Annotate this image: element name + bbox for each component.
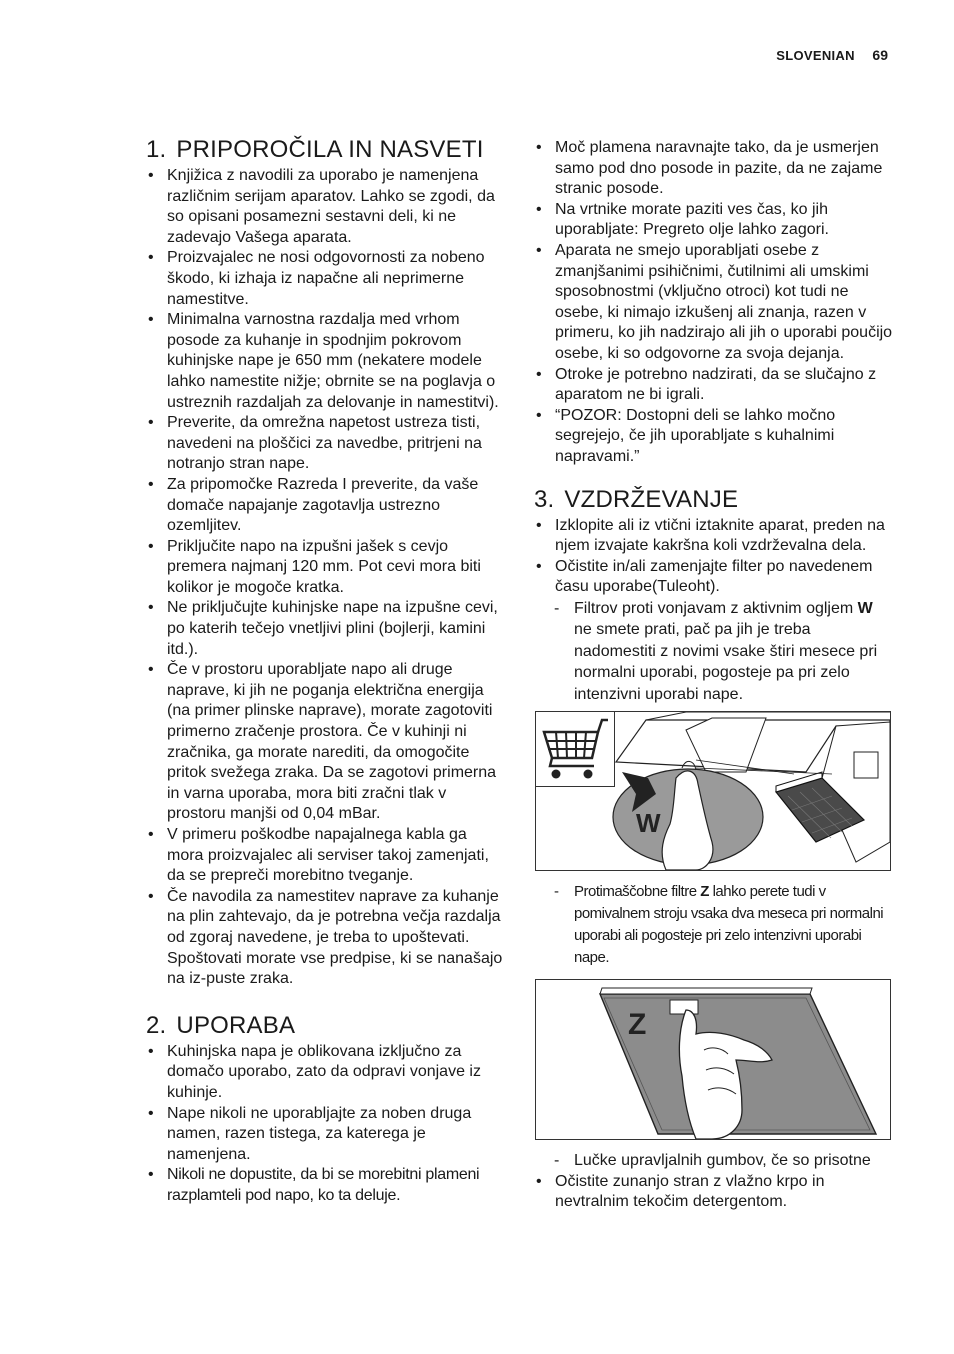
list-item: • Očistite in/ali zamenjajte filter po navedenem času uporabe(Tuleoht). [534,557,894,598]
page-header [776,47,888,63]
list-item: • Očistite zunanjo stran z vlažno krpo in nevtralnim tekočim detergentom. [534,1172,894,1213]
list-item: • Na vrtnike morate paziti ves čas, ko jih uporabljate: Pregreto olje lahko zagori. [534,200,894,241]
section3-list [534,516,894,598]
list-item: • Moč plamena naravnajte tako, da je usmerjen samo pod dno posode in pazite, da ne zajame stranic posode. [534,138,894,200]
sub-item-carbon-filter: - Filtrov proti vonjavam z aktivnim ogljem W ne smete prati, pač pa jih je treba nadomestiti z novimi vsake štiri mesece pri normalni uporabi, pogosteje pa pri zelo intenzivni uporabi nape. [534,598,894,706]
list-item: • Kuhinjska napa je oblikovana izključno za domačo uporabo, zato da odpravi vonjave iz kuhinje. [146,1042,506,1104]
list-item: • Če navodila za namestitev naprave za kuhanje na plin zahtevajo, da je potrebna večja razdalja od zgoraj navedene, je treba to upoštevati. Spoštovati morate vse predpise, ki se nanašajo na iz-puste zraka. [146,887,506,990]
section3-sublist-2 [534,881,894,969]
list-item: • Nape nikoli ne uporabljajte za noben druga namen, razen tistega, za katerega je namenjena. [146,1104,506,1166]
section2-list-right [534,138,894,468]
sub-item-grease-filter: - Protimaščobne filtre Z lahko perete tudi v pomivalnem stroju vsaka dva meseca pri normalni uporabi ali pogosteje pri zelo intenzivni uporabi nape. [534,881,894,969]
list-item: • Za pripomočke Razreda I preverite, da vaše domače napajanje zagotavlja ustrezno ozemljitev. [146,475,506,537]
section3-sublist-1 [534,598,894,706]
list-item: • Proizvajalec ne nosi odgovornosti za nobeno škodo, ki izhaja iz napačne ali neprimerne namestitve. [146,248,506,310]
section3-sublist-3 [534,1150,894,1172]
figure-label-z: Z [628,1008,647,1042]
sub-item-knob-lights: - Lučke upravljalnih gumbov, če so prisotne [534,1150,894,1172]
left-column [146,136,506,1207]
list-item: • Ne priključujte kuhinjske nape na izpušne cevi, po katerih tečejo vnetljivi plini (bojlerji, kamini itd.). [146,598,506,660]
section3-final-list [534,1172,894,1213]
list-item: • Nikoli ne dopustite, da bi se morebitni plameni razplamteli pod napo, ko ta deluje. [146,1165,506,1206]
section2-list-left [146,1042,506,1207]
grease-filter-drawing [536,980,890,1139]
section1-list [146,166,506,990]
list-item: • Priključite napo na izpušni jašek s cevjo premera najmanj 120 mm. Pot cevi mora biti kolikor je mogoče kratka. [146,537,506,599]
list-item: • Otroke je potrebno nadzirati, da se slučajno z aparatom ne bi igrali. [534,365,894,406]
section1-heading: 1. PRIPOROČILA IN NASVETI [146,136,484,163]
list-item: • Če v prostoru uporabljate napo ali druge naprave, ki jih ne poganja električna energija (na primer plinske naprave), morate zagotoviti primerno zračenje prostora. Če v kuhinji ni zračnika, ga morate narediti, da omogočite pritok svežega zraka. Da se zagotovi primerna in varna uporaba, mora biti zračni tlak v prostoru manjši od 0,04 mBar. [146,660,506,825]
section3-heading: 3. VZDRŽEVANJE [534,485,739,513]
carbon-filter-illustration [535,711,891,871]
list-item: • Minimalna varnostna razdalja med vrhom posode za kuhanje in spodnjim pokrovom kuhinjske nape je 650 mm (nekatere modele lahko namestite nižje; obrnite se na poglavja o ustreznih razdaljah za delovanje in namestitvi). [146,310,506,413]
right-column [534,138,894,1213]
list-item: • “POZOR: Dostopni deli se lahko močno segrejejo, če jih uporabljate s kuhalnimi napravami.” [534,406,894,468]
list-item: • Knjižica z navodili za uporabo je namenjena različnim serijam aparatov. Lahko se zgodi, da so opisani posamezni sestavni deli, ki ne zadevajo Vašega aparata. [146,166,506,248]
shopping-cart-icon [536,712,615,787]
section2-heading: 2. UPORABA [146,1011,296,1039]
list-item: • V primeru poškodbe napajalnega kabla ga mora proizvajalec ali serviser takoj zamenjati, da se prepreči morebitno tveganje. [146,825,506,887]
language-label: SLOVENIAN [776,48,855,63]
list-item: • Izklopite ali iz vtični iztaknite aparat, preden na njem izvajate kakršna koli vzdrževalna dela. [534,516,894,557]
list-item: • Aparata ne smejo uporabljati osebe z zmanjšanimi psihičnimi, čutilnimi ali umskimi sposobnostmi (vključno otroci) kot tudi ne osebe, ki nimajo izkušenj ali znanja, razen v primeru, ko jih nadzirajo ali jih o uporabi poučijo osebe, ki so odgovorne za svoja dejanja. [534,241,894,365]
list-item: • Preverite, da omrežna napetost ustreza tisti, navedeni na ploščici za navedbe, pritrjeni na notranjo stran nape. [146,413,506,475]
page-number: 69 [872,47,888,63]
figure-label-w: W [636,808,661,839]
grease-filter-illustration [535,979,891,1140]
